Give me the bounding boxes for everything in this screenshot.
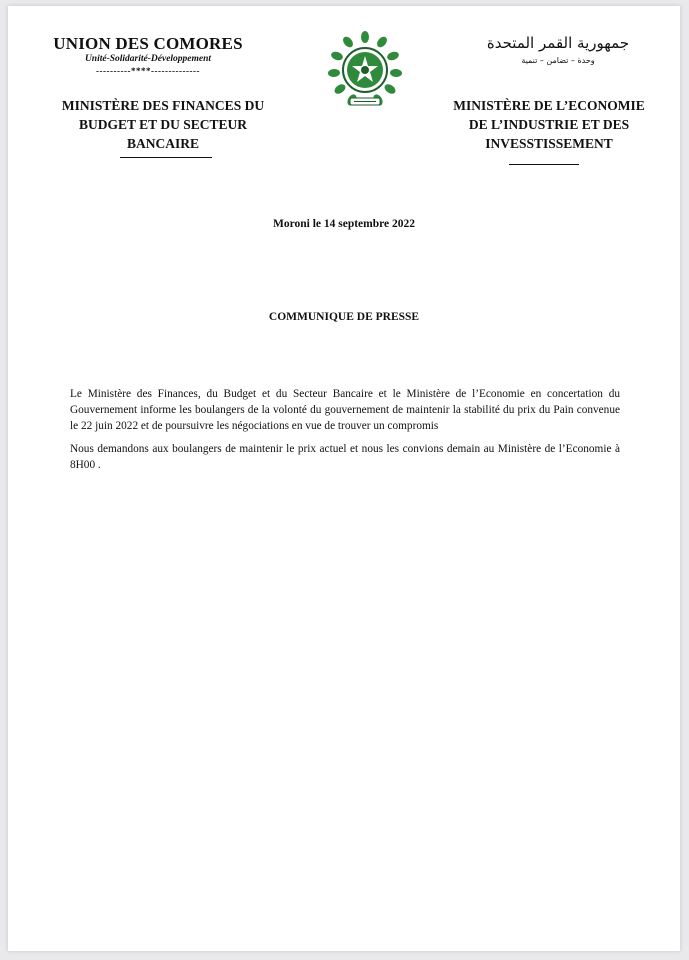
document-page [8, 6, 680, 951]
country-name-arabic: جمهورية القمر المتحدة [486, 34, 630, 52]
ministry-finance-line: BUDGET ET DU SECTEUR [79, 117, 247, 132]
divider-left [120, 157, 212, 158]
body-paragraph: Nous demandons aux boulangers de maintenir le prix actuel et nous les convions demain au Ministère de l’Economie à 8H00 . [70, 443, 620, 471]
ministry-economy-line: MINISTÈRE DE L’ECONOMIE [453, 98, 645, 113]
ministry-economy-title [433, 96, 665, 153]
coat-of-arms-emblem [324, 28, 406, 110]
ministry-economy-line: INVESSTISSEMENT [485, 136, 613, 151]
national-motto-arabic: وحدة – تضامن – تنمية [521, 56, 595, 65]
emblem-icon [324, 28, 406, 110]
ministry-finance-line: MINISTÈRE DES FINANCES DU [61, 98, 265, 113]
ministry-economy-line: DE L’INDUSTRIE ET DES [468, 117, 630, 132]
country-name: UNION DES COMORES [53, 34, 243, 53]
date-line: Moroni le 14 septembre 2022 [272, 218, 416, 230]
ministry-finance-line: BANCAIRE [126, 136, 199, 151]
body-paragraph: Le Ministère des Finances, du Budget et du Secteur Bancaire et le Ministère de l’Economie en concertation du Gouvernement informe les boulangers de la volonté du gouvernement de maintenir la stabilité du prix du Pain convenue le 22 juin 2022 et de poursuivre les négociations en vue de trouver un compromis [70, 388, 620, 432]
ministry-finance-title [46, 96, 280, 153]
motto-separator: ----------****-------------- [96, 66, 200, 76]
national-motto: Unité-Solidarité-Développement [84, 54, 212, 64]
press-release-title: COMMUNIQUE DE PRESSE [268, 311, 420, 323]
divider-right [509, 164, 579, 165]
